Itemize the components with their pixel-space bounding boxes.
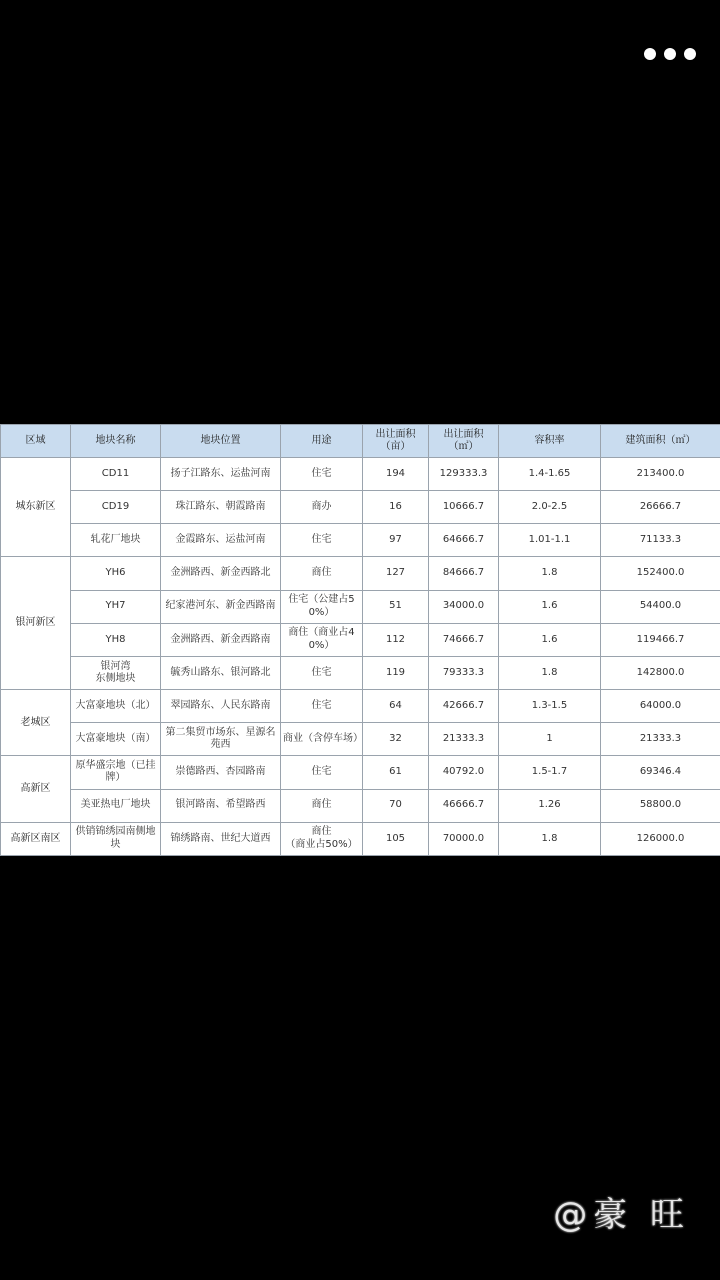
table-cell: 21333.3 bbox=[601, 723, 720, 756]
table-cell: 2.0-2.5 bbox=[499, 491, 601, 524]
table-cell: 1.26 bbox=[499, 789, 601, 822]
zone-cell: 城东新区 bbox=[1, 458, 71, 557]
table-cell: 翠园路东、人民东路南 bbox=[161, 690, 281, 723]
table-cell: 毓秀山路东、银河路北 bbox=[161, 656, 281, 689]
table-cell: 46666.7 bbox=[429, 789, 499, 822]
table-row bbox=[1, 590, 720, 623]
table-cell: 1.8 bbox=[499, 656, 601, 689]
zone-cell: 老城区 bbox=[1, 690, 71, 756]
table-row bbox=[1, 656, 720, 689]
table-cell: 26666.7 bbox=[601, 491, 720, 524]
table-cell: 扬子江路东、运盐河南 bbox=[161, 458, 281, 491]
table-cell: 64000.0 bbox=[601, 690, 720, 723]
table-cell: 105 bbox=[363, 822, 429, 855]
table-row bbox=[1, 789, 720, 822]
more-dots-icon bbox=[664, 48, 676, 60]
table-cell: 71133.3 bbox=[601, 524, 720, 557]
land-table bbox=[0, 424, 720, 856]
column-header: 出让面积 （亩） bbox=[363, 425, 429, 458]
table-cell: YH6 bbox=[71, 557, 161, 590]
column-header: 建筑面积（㎡） bbox=[601, 425, 720, 458]
watermark-text: @豪 旺 bbox=[553, 1195, 690, 1235]
table-cell: 商住 bbox=[281, 789, 363, 822]
table-cell: 119466.7 bbox=[601, 623, 720, 656]
table-cell: 1 bbox=[499, 723, 601, 756]
table-cell: 129333.3 bbox=[429, 458, 499, 491]
table-cell: 54400.0 bbox=[601, 590, 720, 623]
table-cell: 61 bbox=[363, 756, 429, 789]
table-cell: 银河湾 东侧地块 bbox=[71, 656, 161, 689]
table-cell: 美亚热电厂地块 bbox=[71, 789, 161, 822]
table-cell: 64 bbox=[363, 690, 429, 723]
table-cell: 152400.0 bbox=[601, 557, 720, 590]
table-cell: 1.4-1.65 bbox=[499, 458, 601, 491]
table-row bbox=[1, 524, 720, 557]
table-cell: 商住 bbox=[281, 557, 363, 590]
table-cell: 1.3-1.5 bbox=[499, 690, 601, 723]
column-header: 用途 bbox=[281, 425, 363, 458]
table-cell: 商办 bbox=[281, 491, 363, 524]
table-cell: CD11 bbox=[71, 458, 161, 491]
table-cell: 1.6 bbox=[499, 590, 601, 623]
table-cell: 住宅 bbox=[281, 756, 363, 789]
table-cell: 58800.0 bbox=[601, 789, 720, 822]
column-header: 地块名称 bbox=[71, 425, 161, 458]
table-cell: 纪家港河东、新金西路南 bbox=[161, 590, 281, 623]
table-cell: CD19 bbox=[71, 491, 161, 524]
more-dots-icon bbox=[684, 48, 696, 60]
table-cell: 住宅 bbox=[281, 690, 363, 723]
table-cell: 97 bbox=[363, 524, 429, 557]
table-cell: 商住 （商业占50%） bbox=[281, 822, 363, 855]
table-cell: 70000.0 bbox=[429, 822, 499, 855]
weibo-watermark bbox=[553, 1187, 690, 1236]
table-cell: 第二集贸市场东、星源名苑西 bbox=[161, 723, 281, 756]
table-cell: 119 bbox=[363, 656, 429, 689]
table-cell: 锦绣路南、世纪大道西 bbox=[161, 822, 281, 855]
table-cell: 126000.0 bbox=[601, 822, 720, 855]
zone-cell: 银河新区 bbox=[1, 557, 71, 690]
table-cell: 21333.3 bbox=[429, 723, 499, 756]
table-cell: 64666.7 bbox=[429, 524, 499, 557]
table-cell: 16 bbox=[363, 491, 429, 524]
table-cell: 1.8 bbox=[499, 822, 601, 855]
table-cell: 商住（商业占40%） bbox=[281, 623, 363, 656]
table-cell: YH7 bbox=[71, 590, 161, 623]
table-cell: 轧花厂地块 bbox=[71, 524, 161, 557]
table-row bbox=[1, 491, 720, 524]
table-cell: 32 bbox=[363, 723, 429, 756]
table-cell: 1.5-1.7 bbox=[499, 756, 601, 789]
table-cell: 84666.7 bbox=[429, 557, 499, 590]
table-cell: 1.6 bbox=[499, 623, 601, 656]
table-cell: 34000.0 bbox=[429, 590, 499, 623]
column-header: 地块位置 bbox=[161, 425, 281, 458]
table-cell: 51 bbox=[363, 590, 429, 623]
table-cell: 供销锦绣园南侧地块 bbox=[71, 822, 161, 855]
table-row bbox=[1, 690, 720, 723]
column-header: 出让面积 （㎡） bbox=[429, 425, 499, 458]
table-cell: 住宅 bbox=[281, 524, 363, 557]
table-cell: 1.8 bbox=[499, 557, 601, 590]
column-header: 区域 bbox=[1, 425, 71, 458]
table-cell: 原华盛宗地（已挂牌） bbox=[71, 756, 161, 789]
table-cell: 69346.4 bbox=[601, 756, 720, 789]
table-cell: 金霞路东、运盐河南 bbox=[161, 524, 281, 557]
table-cell: 金洲路西、新金西路南 bbox=[161, 623, 281, 656]
table-cell: 40792.0 bbox=[429, 756, 499, 789]
table-cell: 112 bbox=[363, 623, 429, 656]
table-cell: 大富豪地块（北） bbox=[71, 690, 161, 723]
table-cell: 崇德路西、杏园路南 bbox=[161, 756, 281, 789]
table-cell: 珠江路东、朝霞路南 bbox=[161, 491, 281, 524]
table-cell: 住宅（公建占50%） bbox=[281, 590, 363, 623]
table-cell: 127 bbox=[363, 557, 429, 590]
table-header-row bbox=[1, 425, 720, 458]
table-cell: 金洲路西、新金西路北 bbox=[161, 557, 281, 590]
table-row bbox=[1, 756, 720, 789]
table-cell: 10666.7 bbox=[429, 491, 499, 524]
table-cell: 74666.7 bbox=[429, 623, 499, 656]
table-cell: 住宅 bbox=[281, 458, 363, 491]
table-row bbox=[1, 557, 720, 590]
more-options-button[interactable] bbox=[644, 40, 696, 68]
table-cell: YH8 bbox=[71, 623, 161, 656]
table-row bbox=[1, 623, 720, 656]
table-cell: 大富豪地块（南） bbox=[71, 723, 161, 756]
table-cell: 142800.0 bbox=[601, 656, 720, 689]
table-cell: 194 bbox=[363, 458, 429, 491]
table-row bbox=[1, 822, 720, 855]
column-header: 容积率 bbox=[499, 425, 601, 458]
table-cell: 商业（含停车场） bbox=[281, 723, 363, 756]
table-row bbox=[1, 458, 720, 491]
table-cell: 42666.7 bbox=[429, 690, 499, 723]
zone-cell: 高新区 bbox=[1, 756, 71, 822]
table-cell: 70 bbox=[363, 789, 429, 822]
table-cell: 1.01-1.1 bbox=[499, 524, 601, 557]
table-cell: 79333.3 bbox=[429, 656, 499, 689]
image-viewer[interactable] bbox=[0, 424, 720, 856]
table-row bbox=[1, 723, 720, 756]
zone-cell: 高新区南区 bbox=[1, 822, 71, 855]
table-cell: 银河路南、希望路西 bbox=[161, 789, 281, 822]
more-dots-icon bbox=[644, 48, 656, 60]
table-cell: 213400.0 bbox=[601, 458, 720, 491]
table-cell: 住宅 bbox=[281, 656, 363, 689]
